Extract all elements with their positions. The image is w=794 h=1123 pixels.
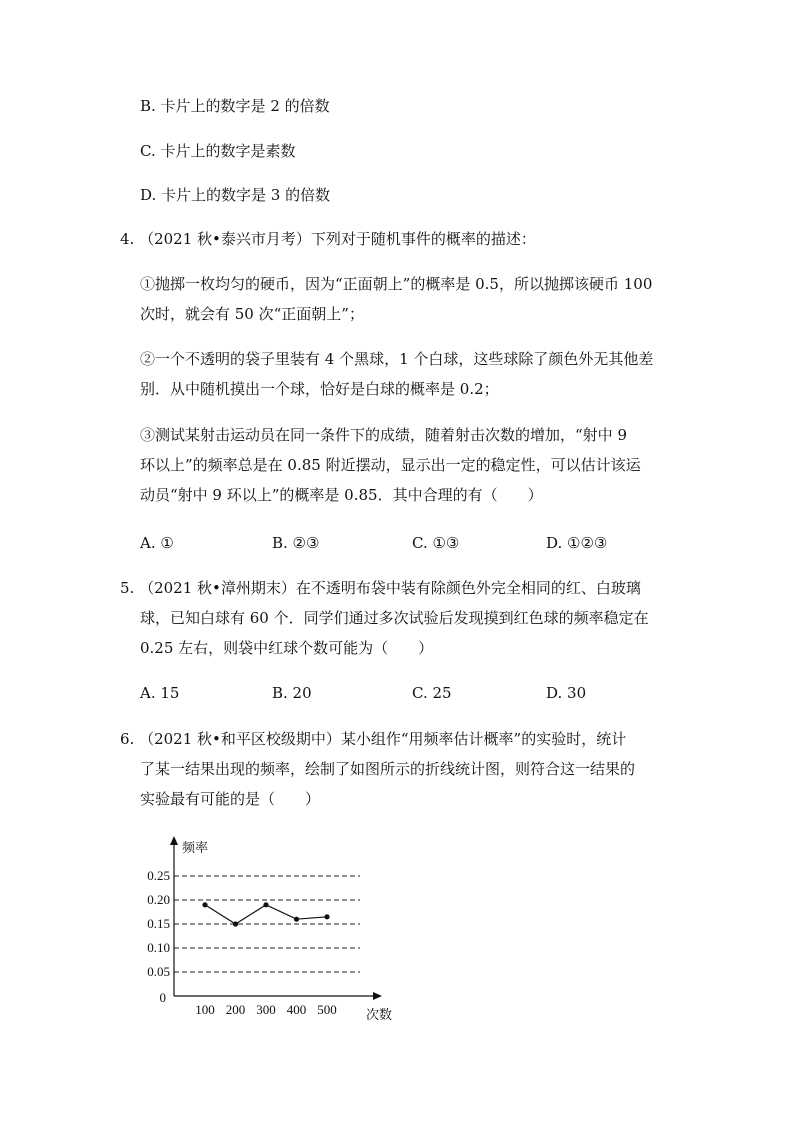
q4-statement-2-line-2: 别．从中随机摸出一个球，恰好是白球的概率是 0.2； <box>140 380 499 398</box>
q4-statement-1-line-1: ①抛掷一枚均匀的硬币，因为“正面朝上”的概率是 0.5，所以抛掷该硬币 100 <box>140 275 653 293</box>
q4-statement-3-line-1: ③测试某射击运动员在同一条件下的成绩，随着射击次数的增加，“射中 9 <box>140 426 627 444</box>
x-axis-arrow <box>373 992 382 1000</box>
data-point <box>263 902 268 907</box>
q5-option-b: B. 20 <box>272 684 312 702</box>
option-b-prev: B. 卡片上的数字是 2 的倍数 <box>140 97 330 115</box>
q6-line-2: 了某一结果出现的频率，绘制了如图所示的折线统计图，则符合这一结果的 <box>140 760 636 778</box>
q5-option-a: A. 15 <box>140 684 180 702</box>
q4-statement-1-line-2: 次时，就会有 50 次“正面朝上”； <box>140 305 364 323</box>
x-tick-label: 300 <box>256 1002 276 1017</box>
y-axis-label: 频率 <box>182 840 209 855</box>
series-line <box>205 905 327 924</box>
q5-line-2: 球，已知白球有 60 个．同学们通过多次试验后发现摸到红色球的频率稳定在 <box>140 609 649 627</box>
y-axis-arrow <box>170 836 178 845</box>
y-tick-label: 0.20 <box>147 892 170 907</box>
q4-stem: 4. （2021 秋•泰兴市月考）下列对于随机事件的概率的描述： <box>120 230 536 248</box>
q6-line-3: 实验最有可能的是（ ） <box>140 790 321 808</box>
q4-option-a: A. ① <box>140 534 174 552</box>
y-tick-label: 0.05 <box>147 964 170 979</box>
q5-option-c: C. 25 <box>412 684 452 702</box>
q4-statement-3-line-3: 动员“射中 9 环以上”的概率是 0.85．其中合理的有（ ） <box>140 486 543 504</box>
q5-option-d: D. 30 <box>546 684 587 702</box>
data-point <box>294 917 299 922</box>
data-point <box>202 902 207 907</box>
q4-statement-2-line-1: ②一个不透明的袋子里装有 4 个黑球，1 个白球，这些球除了颜色外无其他差 <box>140 350 654 368</box>
q6-line-1: 6. （2021 秋•和平区校级期中）某小组作“用频率估计概率”的实验时，统计 <box>120 730 627 748</box>
q5-line-1: 5. （2021 秋•漳州期末）在不透明布袋中装有除颜色外完全相同的红、白玻璃 <box>120 579 641 597</box>
frequency-line-chart <box>138 832 408 1032</box>
option-d-prev: D. 卡片上的数字是 3 的倍数 <box>140 186 331 204</box>
x-axis-label: 次数 <box>366 1007 393 1022</box>
q5-line-3: 0.25 左右，则袋中红球个数可能为（ ） <box>140 639 434 657</box>
x-tick-label: 200 <box>225 1002 246 1017</box>
q4-option-b: B. ②③ <box>272 534 320 552</box>
y-tick-label: 0.15 <box>147 916 170 931</box>
chart-svg <box>138 832 408 1032</box>
x-tick-label: 400 <box>286 1002 307 1017</box>
data-point <box>233 921 238 926</box>
data-point <box>324 914 329 919</box>
q4-statement-3-line-2: 环以上”的频率总是在 0.85 附近摆动，显示出一定的稳定性，可以估计该运 <box>140 456 641 474</box>
origin-label: 0 <box>159 990 166 1005</box>
x-tick-label: 100 <box>195 1002 215 1017</box>
q4-option-c: C. ①③ <box>412 534 460 552</box>
x-tick-label: 500 <box>317 1002 337 1017</box>
option-c-prev: C. 卡片上的数字是素数 <box>140 142 296 160</box>
y-tick-label: 0.25 <box>147 868 170 883</box>
q4-option-d: D. ①②③ <box>546 534 608 552</box>
y-tick-label: 0.10 <box>147 940 170 955</box>
